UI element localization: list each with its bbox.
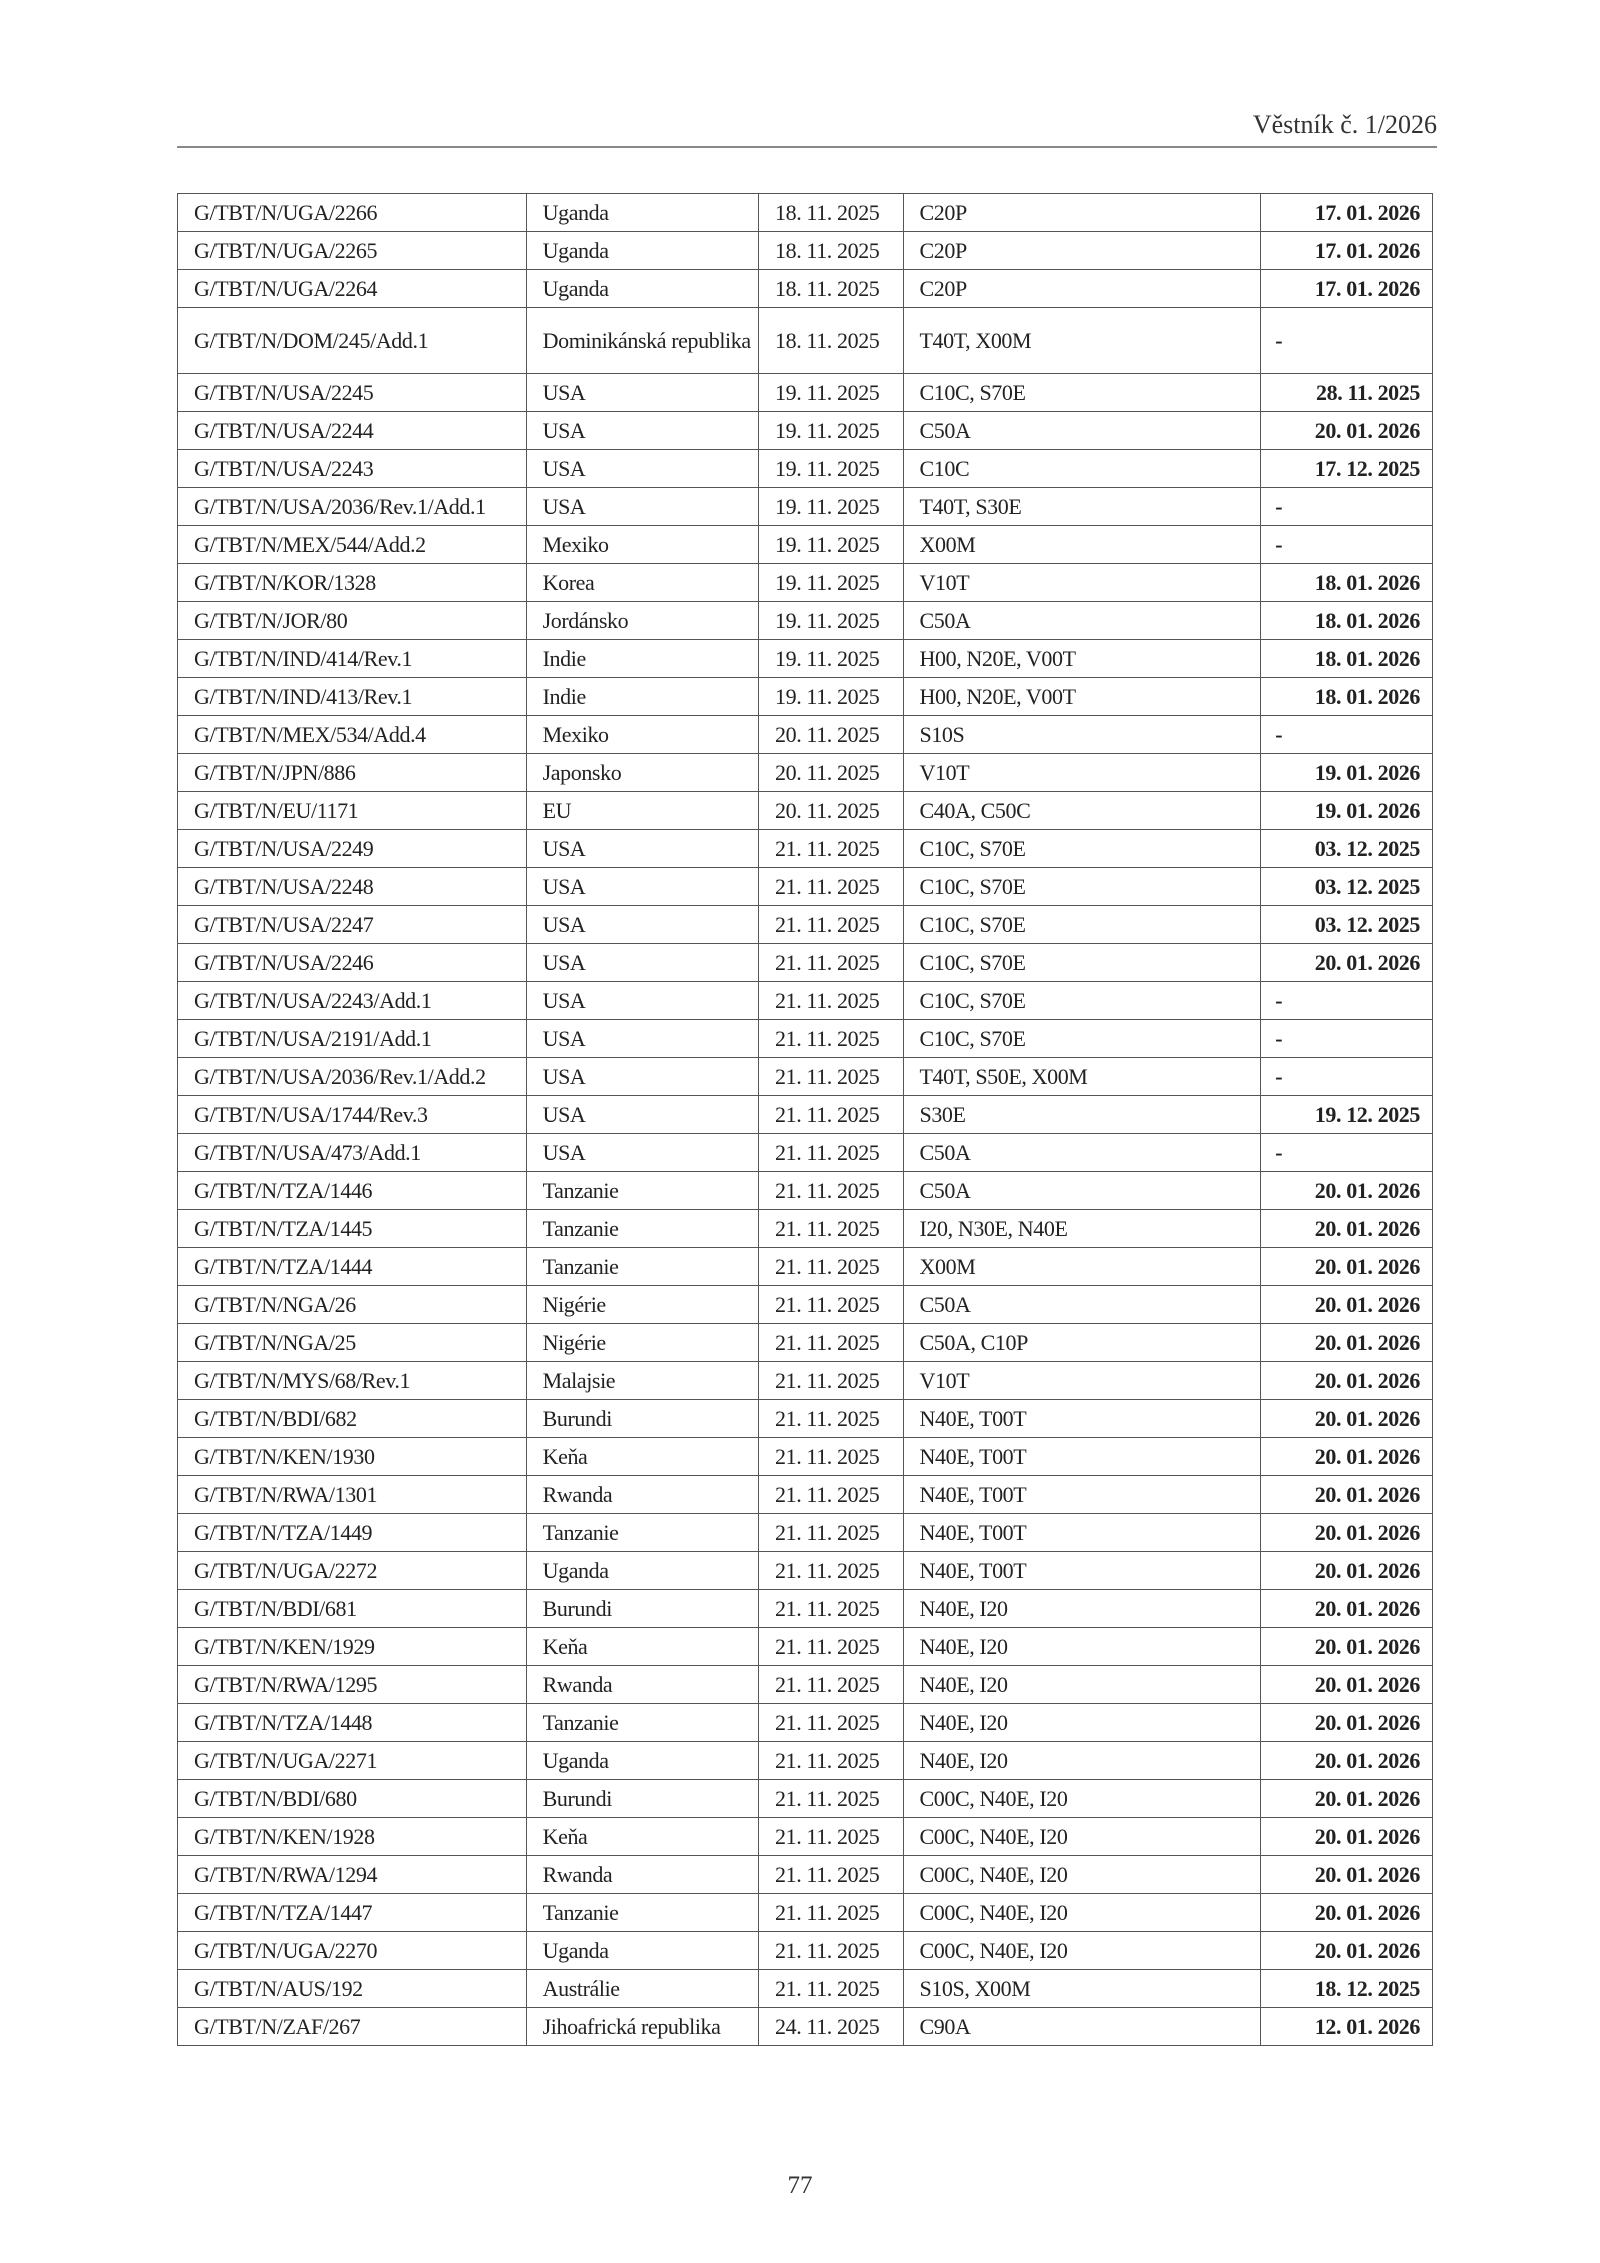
cell-country: Burundi (526, 1780, 758, 1818)
cell-ics-codes: N40E, T00T (903, 1438, 1261, 1476)
cell-document-symbol: G/TBT/N/KOR/1328 (178, 564, 527, 602)
table-row (178, 944, 1433, 982)
cell-notification-date: 19. 11. 2025 (759, 488, 903, 526)
cell-notification-date: 18. 11. 2025 (759, 232, 903, 270)
cell-country: Mexiko (526, 526, 758, 564)
table-row (178, 1704, 1433, 1742)
table-row (178, 1324, 1433, 1362)
table-row (178, 1210, 1433, 1248)
cell-ics-codes: C50A (903, 1172, 1261, 1210)
cell-ics-codes: N40E, T00T (903, 1476, 1261, 1514)
cell-ics-codes: C00C, N40E, I20 (903, 1818, 1261, 1856)
cell-notification-date: 21. 11. 2025 (759, 1514, 903, 1552)
table-row (178, 374, 1433, 412)
cell-notification-date: 21. 11. 2025 (759, 868, 903, 906)
cell-document-symbol: G/TBT/N/KEN/1930 (178, 1438, 527, 1476)
cell-ics-codes: C90A (903, 2008, 1261, 2046)
cell-ics-codes: N40E, I20 (903, 1704, 1261, 1742)
cell-notification-date: 20. 11. 2025 (759, 754, 903, 792)
table-row (178, 678, 1433, 716)
journal-header-title: Věstník č. 1/2026 (1252, 110, 1437, 139)
table-row (178, 716, 1433, 754)
cell-ics-codes: C00C, N40E, I20 (903, 1856, 1261, 1894)
cell-comment-deadline: 20. 01. 2026 (1261, 1856, 1433, 1894)
cell-comment-deadline: 18. 01. 2026 (1261, 602, 1433, 640)
cell-notification-date: 21. 11. 2025 (759, 1248, 903, 1286)
cell-ics-codes: C10C, S70E (903, 982, 1261, 1020)
cell-document-symbol: G/TBT/N/ZAF/267 (178, 2008, 527, 2046)
cell-ics-codes: S30E (903, 1096, 1261, 1134)
cell-ics-codes: C10C, S70E (903, 906, 1261, 944)
table-row (178, 1628, 1433, 1666)
cell-comment-deadline: 20. 01. 2026 (1261, 1362, 1433, 1400)
cell-notification-date: 21. 11. 2025 (759, 1134, 903, 1172)
cell-comment-deadline: 20. 01. 2026 (1261, 412, 1433, 450)
cell-document-symbol: G/TBT/N/MYS/68/Rev.1 (178, 1362, 527, 1400)
cell-notification-date: 19. 11. 2025 (759, 564, 903, 602)
table-row (178, 1590, 1433, 1628)
cell-notification-date: 21. 11. 2025 (759, 982, 903, 1020)
cell-notification-date: 19. 11. 2025 (759, 526, 903, 564)
page-number: 77 (787, 2172, 813, 2199)
cell-ics-codes: C10C, S70E (903, 830, 1261, 868)
cell-country: Tanzanie (526, 1172, 758, 1210)
cell-ics-codes: S10S (903, 716, 1261, 754)
cell-ics-codes: T40T, S30E (903, 488, 1261, 526)
cell-country: USA (526, 488, 758, 526)
cell-country: Rwanda (526, 1856, 758, 1894)
cell-document-symbol: G/TBT/N/RWA/1295 (178, 1666, 527, 1704)
table-row (178, 1172, 1433, 1210)
cell-ics-codes: V10T (903, 1362, 1261, 1400)
cell-comment-deadline: 20. 01. 2026 (1261, 1666, 1433, 1704)
cell-ics-codes: C10C (903, 450, 1261, 488)
cell-comment-deadline: 28. 11. 2025 (1261, 374, 1433, 412)
cell-country: EU (526, 792, 758, 830)
table-row (178, 1020, 1433, 1058)
cell-comment-deadline: - (1261, 1020, 1433, 1058)
cell-country: Jordánsko (526, 602, 758, 640)
cell-notification-date: 21. 11. 2025 (759, 1020, 903, 1058)
cell-comment-deadline: - (1261, 308, 1433, 374)
cell-document-symbol: G/TBT/N/UGA/2271 (178, 1742, 527, 1780)
cell-ics-codes: S10S, X00M (903, 1970, 1261, 2008)
cell-comment-deadline: 18. 01. 2026 (1261, 678, 1433, 716)
cell-comment-deadline: 17. 01. 2026 (1261, 194, 1433, 232)
cell-country: Uganda (526, 1552, 758, 1590)
cell-ics-codes: C00C, N40E, I20 (903, 1932, 1261, 1970)
cell-notification-date: 21. 11. 2025 (759, 1096, 903, 1134)
cell-ics-codes: N40E, I20 (903, 1590, 1261, 1628)
cell-ics-codes: H00, N20E, V00T (903, 640, 1261, 678)
cell-document-symbol: G/TBT/N/USA/473/Add.1 (178, 1134, 527, 1172)
cell-notification-date: 21. 11. 2025 (759, 1210, 903, 1248)
cell-notification-date: 21. 11. 2025 (759, 1856, 903, 1894)
table-row (178, 488, 1433, 526)
cell-document-symbol: G/TBT/N/USA/2243/Add.1 (178, 982, 527, 1020)
table-row (178, 1058, 1433, 1096)
cell-comment-deadline: 19. 01. 2026 (1261, 792, 1433, 830)
cell-comment-deadline: 20. 01. 2026 (1261, 1704, 1433, 1742)
cell-document-symbol: G/TBT/N/USA/2191/Add.1 (178, 1020, 527, 1058)
cell-document-symbol: G/TBT/N/UGA/2270 (178, 1932, 527, 1970)
cell-comment-deadline: 20. 01. 2026 (1261, 1590, 1433, 1628)
cell-comment-deadline: 20. 01. 2026 (1261, 1514, 1433, 1552)
cell-comment-deadline: 20. 01. 2026 (1261, 1552, 1433, 1590)
cell-country: Keňa (526, 1438, 758, 1476)
table-row (178, 906, 1433, 944)
cell-notification-date: 19. 11. 2025 (759, 602, 903, 640)
cell-notification-date: 19. 11. 2025 (759, 412, 903, 450)
cell-notification-date: 21. 11. 2025 (759, 1058, 903, 1096)
cell-comment-deadline: 12. 01. 2026 (1261, 2008, 1433, 2046)
cell-notification-date: 21. 11. 2025 (759, 1286, 903, 1324)
cell-comment-deadline: 20. 01. 2026 (1261, 1438, 1433, 1476)
table-row (178, 270, 1433, 308)
cell-notification-date: 21. 11. 2025 (759, 1818, 903, 1856)
cell-document-symbol: G/TBT/N/USA/2243 (178, 450, 527, 488)
cell-notification-date: 21. 11. 2025 (759, 1894, 903, 1932)
cell-comment-deadline: 20. 01. 2026 (1261, 1780, 1433, 1818)
table-row (178, 868, 1433, 906)
cell-ics-codes: C10C, S70E (903, 374, 1261, 412)
cell-ics-codes: T40T, S50E, X00M (903, 1058, 1261, 1096)
cell-notification-date: 21. 11. 2025 (759, 1970, 903, 2008)
cell-ics-codes: C10C, S70E (903, 944, 1261, 982)
cell-document-symbol: G/TBT/N/BDI/680 (178, 1780, 527, 1818)
cell-ics-codes: V10T (903, 754, 1261, 792)
cell-document-symbol: G/TBT/N/UGA/2272 (178, 1552, 527, 1590)
cell-comment-deadline: 18. 12. 2025 (1261, 1970, 1433, 2008)
cell-ics-codes: I20, N30E, N40E (903, 1210, 1261, 1248)
cell-country: Austrálie (526, 1970, 758, 2008)
cell-country: USA (526, 1020, 758, 1058)
table-row (178, 2008, 1433, 2046)
cell-country: USA (526, 868, 758, 906)
cell-comment-deadline: 20. 01. 2026 (1261, 1742, 1433, 1780)
table-row (178, 1552, 1433, 1590)
cell-comment-deadline: 20. 01. 2026 (1261, 944, 1433, 982)
cell-document-symbol: G/TBT/N/UGA/2265 (178, 232, 527, 270)
cell-notification-date: 19. 11. 2025 (759, 450, 903, 488)
table-row (178, 1818, 1433, 1856)
cell-country: Nigérie (526, 1286, 758, 1324)
cell-ics-codes: N40E, I20 (903, 1742, 1261, 1780)
cell-document-symbol: G/TBT/N/TZA/1448 (178, 1704, 527, 1742)
cell-notification-date: 21. 11. 2025 (759, 1932, 903, 1970)
cell-comment-deadline: - (1261, 716, 1433, 754)
cell-document-symbol: G/TBT/N/USA/2247 (178, 906, 527, 944)
cell-notification-date: 21. 11. 2025 (759, 1476, 903, 1514)
cell-comment-deadline: 18. 01. 2026 (1261, 564, 1433, 602)
cell-ics-codes: C20P (903, 194, 1261, 232)
cell-notification-date: 21. 11. 2025 (759, 1438, 903, 1476)
cell-ics-codes: C50A (903, 412, 1261, 450)
cell-document-symbol: G/TBT/N/TZA/1449 (178, 1514, 527, 1552)
cell-comment-deadline: 17. 12. 2025 (1261, 450, 1433, 488)
cell-ics-codes: T40T, X00M (903, 308, 1261, 374)
cell-country: Uganda (526, 1932, 758, 1970)
cell-country: Uganda (526, 194, 758, 232)
cell-document-symbol: G/TBT/N/NGA/26 (178, 1286, 527, 1324)
cell-notification-date: 20. 11. 2025 (759, 716, 903, 754)
table-row (178, 1438, 1433, 1476)
cell-comment-deadline: - (1261, 982, 1433, 1020)
cell-country: USA (526, 1058, 758, 1096)
cell-country: Mexiko (526, 716, 758, 754)
cell-document-symbol: G/TBT/N/MEX/534/Add.4 (178, 716, 527, 754)
cell-country: USA (526, 1096, 758, 1134)
cell-comment-deadline: 20. 01. 2026 (1261, 1172, 1433, 1210)
cell-document-symbol: G/TBT/N/TZA/1444 (178, 1248, 527, 1286)
cell-ics-codes: N40E, T00T (903, 1552, 1261, 1590)
table-row (178, 1248, 1433, 1286)
cell-country: Uganda (526, 232, 758, 270)
cell-ics-codes: C20P (903, 270, 1261, 308)
notifications-table (177, 193, 1433, 2046)
table-row (178, 1476, 1433, 1514)
cell-country: Japonsko (526, 754, 758, 792)
cell-country: USA (526, 830, 758, 868)
cell-document-symbol: G/TBT/N/USA/2244 (178, 412, 527, 450)
table-row (178, 1894, 1433, 1932)
cell-country: Tanzanie (526, 1704, 758, 1742)
table-row (178, 1134, 1433, 1172)
cell-ics-codes: C20P (903, 232, 1261, 270)
cell-country: Uganda (526, 270, 758, 308)
table-row (178, 1096, 1433, 1134)
cell-document-symbol: G/TBT/N/JOR/80 (178, 602, 527, 640)
cell-country: Dominikánská republika (526, 308, 758, 374)
table-row (178, 1780, 1433, 1818)
cell-country: USA (526, 944, 758, 982)
cell-ics-codes: X00M (903, 526, 1261, 564)
cell-document-symbol: G/TBT/N/IND/413/Rev.1 (178, 678, 527, 716)
cell-country: Burundi (526, 1400, 758, 1438)
cell-country: USA (526, 982, 758, 1020)
cell-notification-date: 20. 11. 2025 (759, 792, 903, 830)
cell-country: Keňa (526, 1818, 758, 1856)
cell-notification-date: 18. 11. 2025 (759, 194, 903, 232)
table-row (178, 754, 1433, 792)
cell-document-symbol: G/TBT/N/TZA/1445 (178, 1210, 527, 1248)
cell-country: Uganda (526, 1742, 758, 1780)
cell-country: USA (526, 906, 758, 944)
cell-ics-codes: C00C, N40E, I20 (903, 1780, 1261, 1818)
cell-country: Korea (526, 564, 758, 602)
table-row (178, 792, 1433, 830)
table-row (178, 1856, 1433, 1894)
cell-document-symbol: G/TBT/N/USA/2248 (178, 868, 527, 906)
cell-ics-codes: C50A (903, 1286, 1261, 1324)
cell-comment-deadline: 20. 01. 2026 (1261, 1932, 1433, 1970)
cell-ics-codes: V10T (903, 564, 1261, 602)
cell-country: Keňa (526, 1628, 758, 1666)
cell-comment-deadline: 20. 01. 2026 (1261, 1818, 1433, 1856)
cell-comment-deadline: 03. 12. 2025 (1261, 830, 1433, 868)
cell-notification-date: 21. 11. 2025 (759, 1628, 903, 1666)
cell-document-symbol: G/TBT/N/IND/414/Rev.1 (178, 640, 527, 678)
cell-document-symbol: G/TBT/N/NGA/25 (178, 1324, 527, 1362)
cell-notification-date: 19. 11. 2025 (759, 678, 903, 716)
cell-comment-deadline: 17. 01. 2026 (1261, 232, 1433, 270)
cell-comment-deadline: 20. 01. 2026 (1261, 1248, 1433, 1286)
cell-document-symbol: G/TBT/N/RWA/1301 (178, 1476, 527, 1514)
cell-notification-date: 21. 11. 2025 (759, 1590, 903, 1628)
cell-document-symbol: G/TBT/N/AUS/192 (178, 1970, 527, 2008)
table-row (178, 1666, 1433, 1704)
cell-comment-deadline: 20. 01. 2026 (1261, 1324, 1433, 1362)
cell-notification-date: 21. 11. 2025 (759, 1552, 903, 1590)
cell-country: USA (526, 450, 758, 488)
cell-country: Indie (526, 640, 758, 678)
cell-country: USA (526, 412, 758, 450)
cell-ics-codes: C50A (903, 1134, 1261, 1172)
table-row (178, 1362, 1433, 1400)
cell-ics-codes: X00M (903, 1248, 1261, 1286)
cell-notification-date: 21. 11. 2025 (759, 830, 903, 868)
cell-document-symbol: G/TBT/N/USA/2246 (178, 944, 527, 982)
cell-ics-codes: C00C, N40E, I20 (903, 1894, 1261, 1932)
cell-notification-date: 21. 11. 2025 (759, 1362, 903, 1400)
table-row (178, 564, 1433, 602)
cell-country: Tanzanie (526, 1894, 758, 1932)
cell-country: Burundi (526, 1590, 758, 1628)
cell-comment-deadline: 18. 01. 2026 (1261, 640, 1433, 678)
cell-ics-codes: N40E, T00T (903, 1514, 1261, 1552)
cell-notification-date: 18. 11. 2025 (759, 308, 903, 374)
cell-document-symbol: G/TBT/N/TZA/1447 (178, 1894, 527, 1932)
cell-country: Nigérie (526, 1324, 758, 1362)
table-row (178, 830, 1433, 868)
cell-document-symbol: G/TBT/N/KEN/1928 (178, 1818, 527, 1856)
cell-ics-codes: C50A (903, 602, 1261, 640)
cell-comment-deadline: - (1261, 488, 1433, 526)
cell-notification-date: 19. 11. 2025 (759, 640, 903, 678)
cell-notification-date: 21. 11. 2025 (759, 1400, 903, 1438)
cell-notification-date: 21. 11. 2025 (759, 1742, 903, 1780)
cell-ics-codes: N40E, I20 (903, 1628, 1261, 1666)
cell-document-symbol: G/TBT/N/UGA/2266 (178, 194, 527, 232)
cell-comment-deadline: 19. 01. 2026 (1261, 754, 1433, 792)
table-row (178, 640, 1433, 678)
cell-country: Tanzanie (526, 1514, 758, 1552)
cell-document-symbol: G/TBT/N/KEN/1929 (178, 1628, 527, 1666)
cell-country: Rwanda (526, 1476, 758, 1514)
cell-notification-date: 21. 11. 2025 (759, 1666, 903, 1704)
table-row (178, 1514, 1433, 1552)
cell-comment-deadline: 17. 01. 2026 (1261, 270, 1433, 308)
cell-notification-date: 21. 11. 2025 (759, 1324, 903, 1362)
cell-ics-codes: C10C, S70E (903, 1020, 1261, 1058)
table-row (178, 1742, 1433, 1780)
cell-comment-deadline: - (1261, 526, 1433, 564)
table-row (178, 1970, 1433, 2008)
cell-notification-date: 21. 11. 2025 (759, 1704, 903, 1742)
cell-comment-deadline: 20. 01. 2026 (1261, 1894, 1433, 1932)
cell-ics-codes: H00, N20E, V00T (903, 678, 1261, 716)
cell-comment-deadline: 03. 12. 2025 (1261, 868, 1433, 906)
cell-country: Tanzanie (526, 1210, 758, 1248)
cell-ics-codes: C50A, C10P (903, 1324, 1261, 1362)
cell-comment-deadline: 03. 12. 2025 (1261, 906, 1433, 944)
table-row (178, 412, 1433, 450)
cell-notification-date: 18. 11. 2025 (759, 270, 903, 308)
cell-comment-deadline: 20. 01. 2026 (1261, 1628, 1433, 1666)
cell-document-symbol: G/TBT/N/JPN/886 (178, 754, 527, 792)
cell-country: Jihoafrická republika (526, 2008, 758, 2046)
cell-country: USA (526, 374, 758, 412)
cell-country: Malajsie (526, 1362, 758, 1400)
cell-document-symbol: G/TBT/N/USA/1744/Rev.3 (178, 1096, 527, 1134)
table-row (178, 1932, 1433, 1970)
cell-country: USA (526, 1134, 758, 1172)
cell-document-symbol: G/TBT/N/BDI/682 (178, 1400, 527, 1438)
cell-comment-deadline: 20. 01. 2026 (1261, 1286, 1433, 1324)
cell-document-symbol: G/TBT/N/MEX/544/Add.2 (178, 526, 527, 564)
cell-country: Rwanda (526, 1666, 758, 1704)
table-row (178, 602, 1433, 640)
cell-document-symbol: G/TBT/N/USA/2036/Rev.1/Add.2 (178, 1058, 527, 1096)
cell-document-symbol: G/TBT/N/DOM/245/Add.1 (178, 308, 527, 374)
cell-notification-date: 21. 11. 2025 (759, 1780, 903, 1818)
header-divider (177, 146, 1437, 148)
cell-ics-codes: N40E, T00T (903, 1400, 1261, 1438)
table-row (178, 526, 1433, 564)
cell-document-symbol: G/TBT/N/TZA/1446 (178, 1172, 527, 1210)
cell-notification-date: 24. 11. 2025 (759, 2008, 903, 2046)
cell-document-symbol: G/TBT/N/USA/2036/Rev.1/Add.1 (178, 488, 527, 526)
cell-comment-deadline: 20. 01. 2026 (1261, 1476, 1433, 1514)
cell-ics-codes: N40E, I20 (903, 1666, 1261, 1704)
cell-notification-date: 21. 11. 2025 (759, 906, 903, 944)
table-row (178, 450, 1433, 488)
cell-comment-deadline: 19. 12. 2025 (1261, 1096, 1433, 1134)
cell-country: Indie (526, 678, 758, 716)
cell-document-symbol: G/TBT/N/USA/2249 (178, 830, 527, 868)
cell-country: Tanzanie (526, 1248, 758, 1286)
table-row (178, 232, 1433, 270)
table-row (178, 1286, 1433, 1324)
cell-notification-date: 21. 11. 2025 (759, 1172, 903, 1210)
table-row (178, 982, 1433, 1020)
table-row (178, 1400, 1433, 1438)
cell-document-symbol: G/TBT/N/UGA/2264 (178, 270, 527, 308)
table-row (178, 194, 1433, 232)
cell-document-symbol: G/TBT/N/USA/2245 (178, 374, 527, 412)
cell-comment-deadline: 20. 01. 2026 (1261, 1400, 1433, 1438)
cell-document-symbol: G/TBT/N/EU/1171 (178, 792, 527, 830)
cell-document-symbol: G/TBT/N/RWA/1294 (178, 1856, 527, 1894)
cell-ics-codes: C10C, S70E (903, 868, 1261, 906)
cell-notification-date: 19. 11. 2025 (759, 374, 903, 412)
cell-document-symbol: G/TBT/N/BDI/681 (178, 1590, 527, 1628)
cell-notification-date: 21. 11. 2025 (759, 944, 903, 982)
cell-comment-deadline: - (1261, 1058, 1433, 1096)
cell-comment-deadline: 20. 01. 2026 (1261, 1210, 1433, 1248)
cell-comment-deadline: - (1261, 1134, 1433, 1172)
cell-ics-codes: C40A, C50C (903, 792, 1261, 830)
table-row (178, 308, 1433, 374)
